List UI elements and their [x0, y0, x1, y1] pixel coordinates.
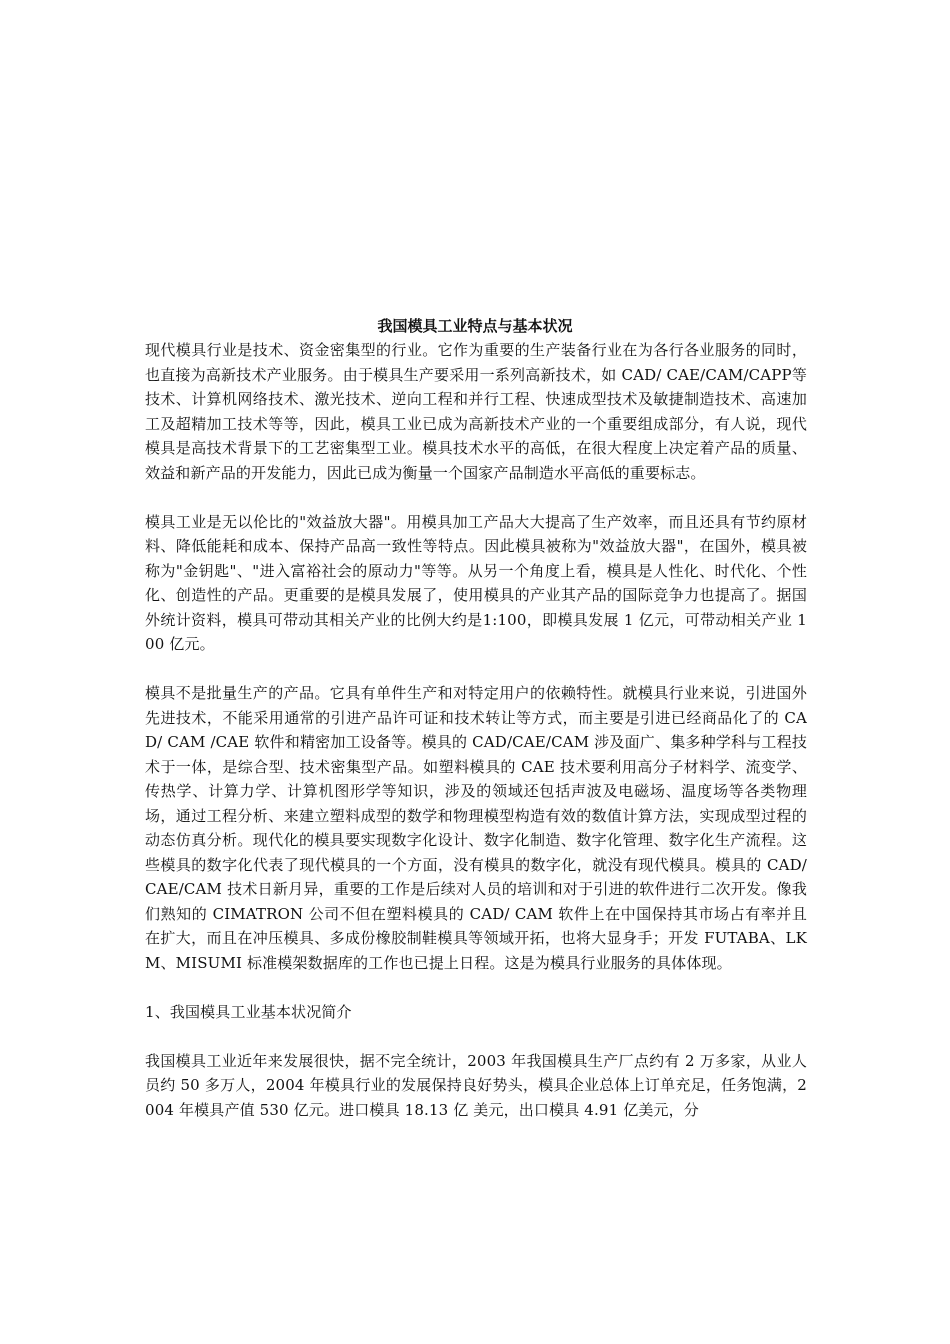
- document-body: [145, 338, 807, 1147]
- paragraph-status: 我国模具工业近年来发展很快，据不完全统计，2003 年我国模具生产厂点约有 2 万多家，从业人员约 50 多万人，2004 年模具行业的发展保持良好势头，模具企业总体上订单充足，任务饱满，2004 年模具产值 530 亿元。进口模具 18.13 亿 美元，出口模具 4.91 亿美元，分: [145, 1051, 807, 1119]
- paragraph-intro: 现代模具行业是技术、资金密集型的行业。它作为重要的生产装备行业在为各行各业服务的同时，也直接为高新技术产业服务。由于模具生产要采用一系列高新技术，如 CAD/ CAE/CAM/CAPP等技术、计算机网络技术、激光技术、逆向工程和并行工程、快速成型技术及敏捷制造技术、高速加工及超精加工技术等等，因此，模具工业已成为高新技术产业的一个重要组成部分，有人说，现代模具是高技术背景下的工艺密集型工业。模具技术水平的高低，在很大程度上决定着产品的质量、效益和新产品的开发能力，因此已成为衡量一个国家产品制造水平高低的重要标志。: [145, 341, 807, 482]
- document-title: 我国模具工业特点与基本状况: [377, 317, 573, 335]
- paragraph-digitalization: 模具不是批量生产的产品。它具有单件生产和对特定用户的依赖特性。就模具行业来说，引进国外先进技术，不能采用通常的引进产品许可证和技术转让等方式，而主要是引进已经商品化了的 CAD/ CAM /CAE 软件和精密加工设备等。模具的 CAD/CAE/CAM 涉及面广、集多种学科与工程技术于一体，是综合型、技术密集型产品。如塑料模具的 CAE 技术要利用高分子材料学、流变学、传热学、计算力学、计算机图形学等知识，涉及的领域还包括声波及电磁场、温度场等各类物理场，通过工程分析、来建立塑料成型的数学和物理模型构造有效的数值计算方法，实现成型过程的动态仿真分析。现代化的模具要实现数字化设计、数字化制造、数字化管理、数字化生产流程。这些模具的数字化代表了现代模具的一个方面，没有模具的数字化，就没有现代模具。模具的 CAD/CAE/CAM 技术日新月异，重要的工作是后续对人员的培训和对于引进的软件进行二次开发。像我们熟知的 CIMATRON 公司不但在塑料模具的 CAD/ CAM 软件上在中国保持其市场占有率并且在扩大，而且在冲压模具、多成份橡胶制鞋模具等领域开拓，也将大显身手；开发 FUTABA、LKM、MISUMI 标准模架数据库的工作也已提上日程。这是为模具行业服务的具体体现。: [145, 684, 807, 972]
- section-heading: 1、我国模具工业基本状况简介: [145, 1002, 352, 1021]
- paragraph-efficiency: 模具工业是无以伦比的"效益放大器"。用模具加工产品大大提高了生产效率，而且还具有节约原材料、降低能耗和成本、保持产品高一致性等特点。因此模具被称为"效益放大器"，在国外，模具被称为"金钥匙"、"进入富裕社会的原动力"等等。从另一个角度上看，模具是人性化、时代化、个性化、创造性的产品。更重要的是模具发展了，使用模具的产业其产品的国际竞争力也提高了。据国外统计资料，模具可带动其相关产业的比例大约是1:100，即模具发展 1 亿元，可带动相关产业 100 亿元。: [145, 512, 807, 653]
